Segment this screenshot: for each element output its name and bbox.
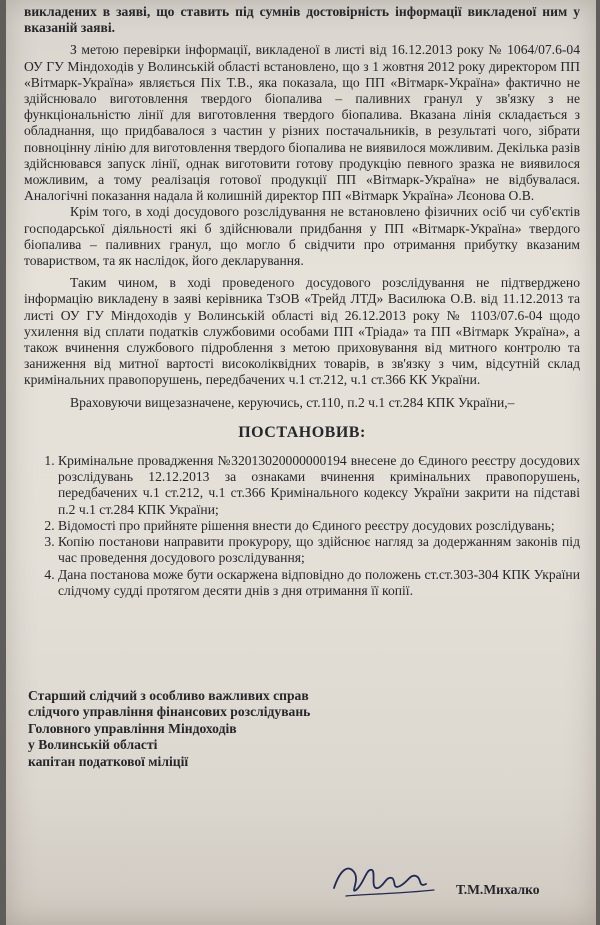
decision-list (24, 453, 580, 599)
paragraph-additionally: Крім того, в ході досудового розслідування не встановлено фізичних осіб чи суб'єктів господарської діяльності які б здійснювали придбання у ПП «Вітмарк-Україна» твердого біопалива – паливних гранул, що могло б свідчити про отримання прибутку вказаним товариством, та як наслідок, його декларування. (24, 204, 580, 269)
decision-item: 2. Відомості про прийняте рішення внести до Єдиного реєстру досудових розслідувань; (58, 518, 580, 534)
handwritten-signature (326, 850, 456, 910)
signatory-line: капітан податкової міліції (28, 753, 189, 769)
paragraph-conclusion: Таким чином, в ході проведеного досудового розслідування не підтверджено інформацію викладену в заяві керівника ТзОВ «Трейд ЛТД» Василюка О.В. від 11.12.2013 та листі ОУ ГУ Міндоходів у Волинській області від 26.12.2013 року № 1103/07.6-04 щодо ухилення від сплати податків службовими особами ПП «Тріада» та ПП «Вітмарк Україна», а також вчинення службового підроблення з метою приховування від митного контролю та заниження від митної вартості високоліквідних товарів, в зв'язку з чим, відсутній склад кримінальних правопорушень, передбачених ч.1 ст.212, ч.1 ст.366 КК України. (24, 275, 580, 388)
signatory-line: Головного управління Міндоходів (28, 720, 237, 736)
document-body (24, 4, 580, 599)
signatory-line: Старший слідчий з особливо важливих справ (28, 688, 309, 703)
signatory-line: у Волинській області (28, 737, 158, 753)
signatory-line: слідчого управління фінансових розслідувань (28, 704, 311, 720)
decision-item: 3. Копію постанови направити прокурору, що здійснює нагляд за додержанням законів під час проведення досудового розслідування; (58, 534, 580, 566)
decision-item: 4. Дана постанова може бути оскаржена відповідно до положень ст.ст.303-304 КПК України слідчому судді протягом десяти днів з дня отримання її копії. (58, 567, 580, 599)
signatory-block (28, 688, 588, 770)
paragraph-verification: З метою перевірки інформації, викладеної в листі від 16.12.2013 року № 1064/07.6-04 ОУ ГУ Міндоходів у Волинській області встановлено, що з 1 жовтня 2012 року директором ПП «Вітмарк-Україна» являється Піх Т.В., яка показала, що ПП «Вітмарк-Україна» фактично не здійснювало виготовлення твердого біопалива – паливних гранул у зв'язку з не функціональністю лінії для виготовлення твердого біопалива. Вказана лінія складається з обладнання, що придбавалося з частин у різних постачальників, в результаті чого, зібрати повноцінну лінію для виготовлення твердого біопалива не виявилося можливим. Декілька разів здійснювався запуск лінії, однак виготовити готову продукцію певного зразка не виявилося можливим, а тому реалізація готової продукції ПП «Вітмарк-Україна» не відбувалася. Аналогічні показання надала й колишній директор ПП «Вітмарк Україна» Лєонова О.В. (24, 42, 580, 204)
decision-heading: ПОСТАНОВИВ: (238, 423, 366, 441)
paragraph-continuation: викладених в заяві, що ставить під сумнів достовірність інформації викладеної ним у вказаній заяві. (24, 4, 580, 36)
document-page (6, 0, 596, 925)
signatory-name: Т.М.Михалко (456, 882, 540, 897)
decision-item: 1. Кримінальне провадження №32013020000000194 внесене до Єдиного реєстру досудових розслідувань 12.12.2013 за ознаками вчинення кримінальних правопорушень, передбачених ч.1 ст.212, ч.1 ст.366 Кримінального кодексу України закрити на підставі п.2 ч.1 ст.284 КПК України; (58, 453, 580, 518)
paragraph-legal-basis: Враховуючи вищезазначене, керуючись, ст.110, п.2 ч.1 ст.284 КПК України,– (70, 394, 515, 410)
